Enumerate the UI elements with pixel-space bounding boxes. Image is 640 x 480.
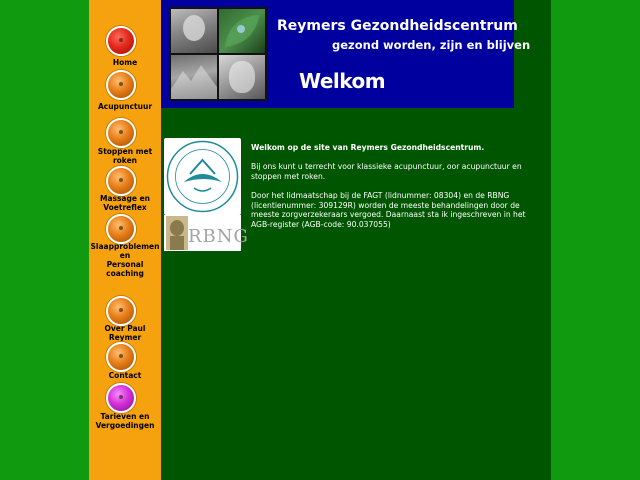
nav-label-stoppen-2[interactable]: roken — [112, 156, 138, 165]
nav-ball-icon[interactable] — [106, 214, 136, 244]
nav-label-slaap-3[interactable]: Personal — [106, 260, 144, 269]
site-title: Reymers Gezondheidscentrum — [277, 18, 518, 34]
nav-item-tarieven-vergoedingen[interactable] — [89, 383, 161, 431]
nav-label-acupunctuur[interactable]: Acupunctuur — [97, 102, 153, 111]
nav-label-slaap-1[interactable]: Slaapproblemen — [90, 242, 160, 251]
nav-ball-icon[interactable] — [106, 26, 136, 56]
fagt-logo — [164, 138, 241, 215]
nav-label-stoppen-1[interactable]: Stoppen met — [97, 147, 153, 156]
nav-label-home[interactable]: Home — [112, 58, 138, 67]
nav-item-stoppen-met-roken[interactable] — [89, 118, 161, 166]
nav-item-contact[interactable] — [89, 342, 161, 382]
nav-label-tarieven-2[interactable]: Vergoedingen — [95, 421, 155, 430]
nav-item-over-paul-reymer[interactable] — [89, 296, 161, 342]
welcome-content — [251, 143, 541, 239]
rbng-logo-text: RBNG — [188, 226, 249, 247]
portrait-photo — [171, 9, 217, 53]
nav-item-massage-voetreflex[interactable] — [89, 166, 161, 212]
welcome-heading: Welkom op de site van Reymers Gezondheidscentrum. — [251, 143, 485, 152]
nav-label-slaap-4[interactable]: coaching — [106, 269, 144, 278]
nav-label-over-1[interactable]: Over Paul — [104, 324, 146, 333]
membership-paragraph: Door het lidmaatschap bij de FAGT (lidnummer: 08304) en de RBNG (licentienummer: 309129R) worden de meeste behandelingen door de meeste zorgverzekeraars vergoed. Daarnaast sta ik ingeschreven in het AGB-register (AGB-code: 90.037055) — [251, 190, 526, 229]
nav-ball-icon[interactable] — [106, 166, 136, 196]
mountain-photo — [171, 55, 217, 99]
page-title: Welkom — [299, 69, 386, 93]
nav-label-slaap-2[interactable]: en — [119, 251, 131, 260]
nav-label-over-2[interactable]: Reymer — [108, 333, 142, 342]
photo-collage — [169, 7, 267, 101]
intro-paragraph: Bij ons kunt u terrecht voor klassieke acupunctuur, oor acupunctuur en stoppen met roken. — [251, 162, 522, 181]
nav-label-tarieven-1[interactable]: Tarieven en — [100, 412, 150, 421]
nav-ball-icon[interactable] — [106, 296, 136, 326]
rbng-logo — [164, 215, 249, 251]
nav-ball-icon[interactable] — [106, 70, 136, 100]
nav-item-acupunctuur[interactable] — [89, 70, 161, 112]
nav-label-massage-2[interactable]: Voetreflex — [103, 203, 147, 212]
nav-item-home[interactable] — [89, 26, 161, 68]
nav-ball-icon[interactable] — [106, 383, 136, 413]
site-tagline: gezond worden, zijn en blijven — [332, 38, 531, 52]
nav-ball-icon[interactable] — [106, 118, 136, 148]
nav-label-massage-1[interactable]: Massage en — [99, 194, 150, 203]
nav-ball-icon[interactable] — [106, 342, 136, 372]
sidebar-nav — [89, 0, 161, 480]
leaf-photo — [219, 9, 265, 53]
statue-photo — [219, 55, 265, 99]
nav-label-contact[interactable]: Contact — [108, 371, 142, 380]
nav-item-slaapproblemen[interactable] — [89, 214, 161, 278]
